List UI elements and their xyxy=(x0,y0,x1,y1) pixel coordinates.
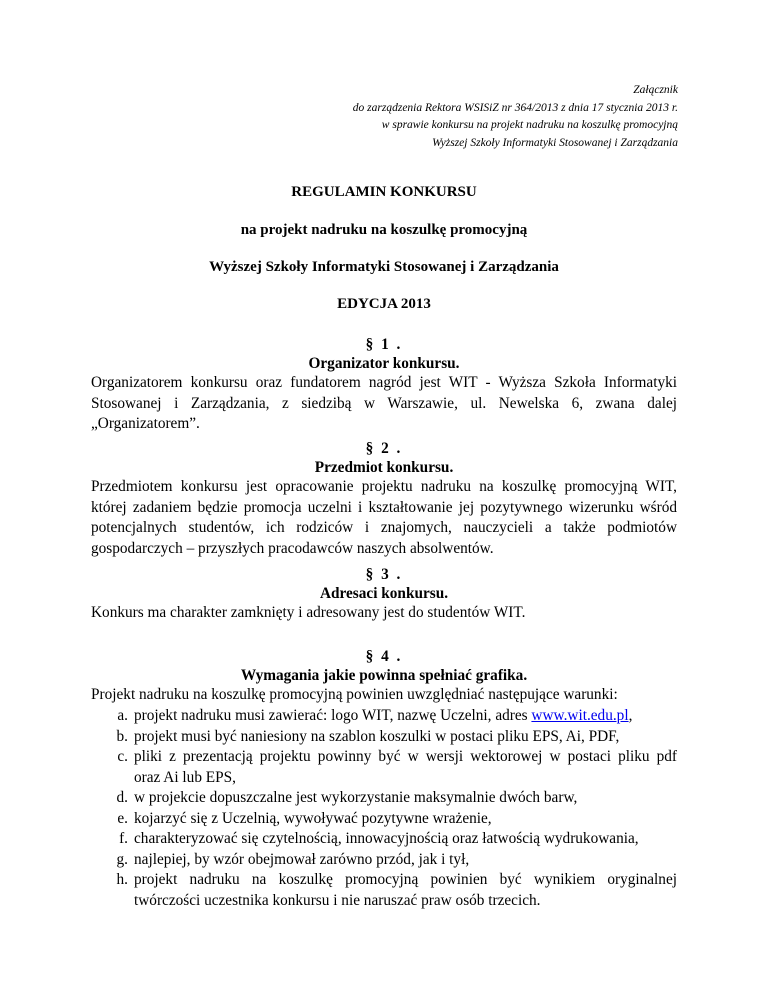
section-title: Wymagania jakie powinna spełniać grafika. xyxy=(240,667,528,684)
list-item xyxy=(91,870,677,911)
edition-label: EDYCJA 2013 xyxy=(337,296,431,312)
list-item xyxy=(91,850,677,871)
list-item xyxy=(91,829,677,850)
list-item-text: charakteryzować się czytelnością, innowacyjnością oraz łatwością wydrukowania, xyxy=(134,830,639,847)
list-marker: e. xyxy=(117,809,128,827)
section-intro xyxy=(91,685,677,706)
list-item-text: twórczości uczestnika konkursu i nie naruszać praw osób trzecich. xyxy=(134,891,541,909)
list-item-text: w projekcie dopuszczalne jest wykorzystanie maksymalnie dwóch barw, xyxy=(134,789,578,806)
annex-line: do zarządzenia Rektora WSISiZ nr 364/2013 z dnia 17 stycznia 2013 r. xyxy=(352,101,678,114)
list-item-text: oraz Ai lub EPS, xyxy=(134,768,236,786)
annex-line: Załącznik xyxy=(633,84,678,96)
list-item xyxy=(91,788,677,809)
section-number: § 1 . xyxy=(365,336,403,353)
paragraph-line: „Organizatorem”. xyxy=(91,415,200,432)
annex-note xyxy=(353,82,678,152)
paragraph-line: której zadaniem będzie promocja uczelni i kształtowanie jej pozytywnego wizerunku wśród xyxy=(91,498,677,516)
paragraph-line: Projekt nadruku na koszulkę promocyjną powinien uwzględniać następujące warunki: xyxy=(91,686,618,703)
section-number: § 3 . xyxy=(365,566,403,583)
paragraph-line: Konkurs ma charakter zamknięty i adresowany jest do studentów WIT. xyxy=(91,604,526,621)
paragraph-line: Przedmiotem konkursu jest opracowanie projektu nadruku na koszulkę promocyjną WIT, xyxy=(91,478,677,495)
list-item xyxy=(91,747,677,788)
document-subtitle: na projekt nadruku na koszulkę promocyjną xyxy=(240,222,528,238)
annex-line: w sprawie konkursu na projekt nadruku na koszulkę promocyjną xyxy=(381,119,678,131)
list-marker: f. xyxy=(119,830,128,847)
list-marker: a. xyxy=(117,707,128,724)
section-body xyxy=(91,603,677,624)
list-marker: c. xyxy=(117,748,128,765)
list-marker: b. xyxy=(116,727,128,745)
list-item xyxy=(91,809,677,830)
annex-line: Wyższej Szkoły Informatyki Stosowanej i Zarządzania xyxy=(432,136,678,149)
document-title: REGULAMIN KONKURSU xyxy=(291,184,477,200)
paragraph-line: potencjalnych studentów, ich rodziców i znajomych, nauczycieli a także podmiotów xyxy=(91,519,677,536)
paragraph-line: Stosowanej i Zarządzania, z siedzibą w Warszawie, ul. Newelska 6, zwana dalej xyxy=(91,394,677,412)
list-item-text: projekt nadruku na koszulkę promocyjną powinien być wynikiem oryginalnej xyxy=(134,871,677,888)
list-item-text: projekt nadruku musi zawierać: logo WIT, nazwę Uczelni, adres xyxy=(134,707,532,724)
paragraph-line: gospodarczych – przyszłych pracodawców naszych absolwentów. xyxy=(91,539,494,557)
list-item-text: pliki z prezentacją projektu powinny być w wersji wektorowej w postaci pliku pdf xyxy=(134,748,677,765)
list-item-text: najlepiej, by wzór obejmował zarówno przód, jak i tył, xyxy=(134,850,470,868)
punctuation: , xyxy=(628,707,633,724)
section-number: § 2 . xyxy=(365,440,403,457)
paragraph-line: Organizatorem konkursu oraz fundatorem nagród jest WIT - Wyższa Szkoła Informatyki xyxy=(91,374,677,391)
list-marker: h. xyxy=(116,871,128,888)
website-link[interactable]: www.wit.edu.pl xyxy=(531,707,629,724)
list-marker: d. xyxy=(116,789,128,806)
list-item-text: projekt musi być naniesiony na szablon koszulki w postaci pliku EPS, Ai, PDF, xyxy=(134,727,620,745)
section-body xyxy=(91,477,677,559)
list-item xyxy=(91,706,677,727)
section-title: Przedmiot konkursu. xyxy=(314,459,454,476)
list-item-text: kojarzyć się z Uczelnią, wywoływać pozytywne wrażenie, xyxy=(134,809,492,827)
section-body xyxy=(91,373,677,435)
school-name: Wyższej Szkoły Informatyki Stosowanej i Zarządzania xyxy=(209,259,559,275)
section-title: Adresaci konkursu. xyxy=(319,585,449,602)
list-item xyxy=(91,727,677,748)
section-title: Organizator konkursu. xyxy=(308,355,460,372)
section-number: § 4 . xyxy=(365,648,403,665)
list-marker: g. xyxy=(116,850,128,868)
requirements-list xyxy=(91,706,677,911)
